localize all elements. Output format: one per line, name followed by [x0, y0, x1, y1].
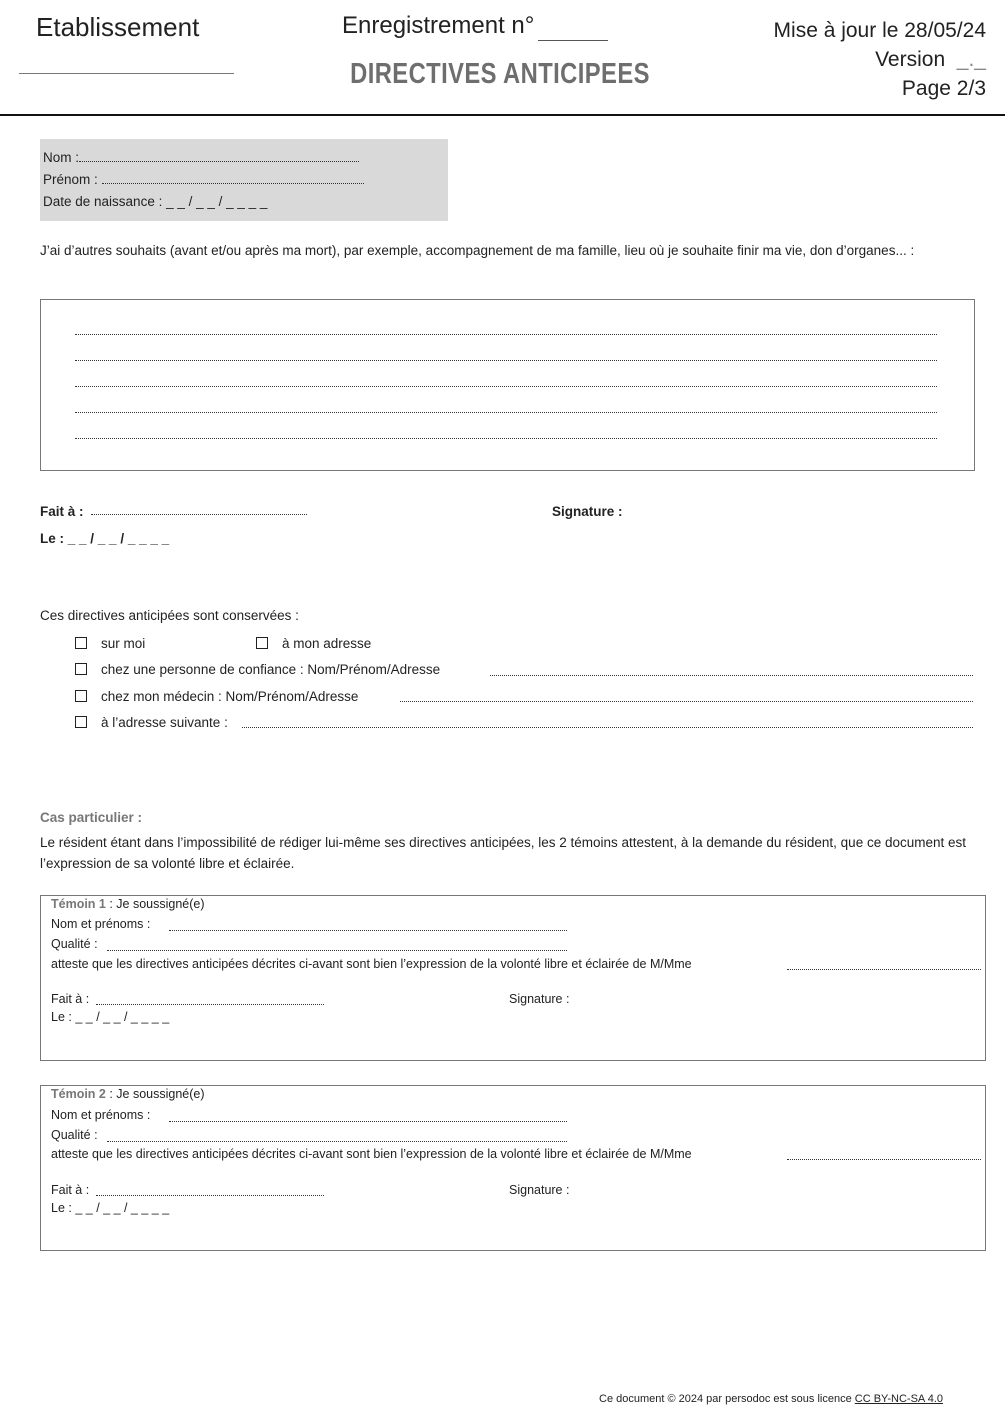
registration-number	[342, 12, 608, 41]
witness-1-date-row	[51, 1010, 169, 1024]
wishes-intro: J’ai d’autres souhaits (avant et/ou après ma mort), par exemple, accompagnement de ma famille, lieu où je souhaite finir ma vie, don d’organes... :	[40, 243, 915, 258]
version-label: Version	[875, 48, 946, 71]
option-label: chez une personne de confiance : Nom/Prénom/Adresse	[101, 662, 441, 677]
witness-1-fait-field[interactable]	[96, 1004, 324, 1005]
nom-label: Nom :	[43, 150, 80, 165]
witness-2-date-row	[51, 1201, 169, 1215]
establishment-label: Etablissement	[36, 12, 200, 42]
wishes-line[interactable]	[75, 438, 937, 439]
witness-2-le-label: Le :	[51, 1201, 72, 1215]
storage-option-adresse-suivante[interactable]	[75, 715, 228, 730]
option-label: sur moi	[101, 636, 146, 651]
special-case-text: Le résident étant dans l’impossibilité de rédiger lui-même ses directives anticipées, les 2 témoins attestent, à la demande du résident, que ce document est l’expression de sa volonté libre et éclairée.	[40, 835, 967, 871]
special-case-title: Cas particulier :	[40, 810, 143, 825]
witness-1-quality-label: Qualité :	[51, 937, 98, 951]
prenom-row	[43, 169, 448, 191]
fait-a-field[interactable]	[91, 514, 307, 515]
checkbox[interactable]	[75, 637, 87, 649]
license-footer	[599, 1393, 943, 1405]
header-meta	[774, 16, 986, 103]
witness-2-quality-label: Qualité :	[51, 1128, 98, 1142]
version	[774, 45, 986, 74]
witness-1-intro: : Je soussigné(e)	[105, 897, 205, 911]
witness-1-signature-label: Signature :	[509, 992, 570, 1006]
witness-2-date-field[interactable]: _ _ / _ _ / _ _ _ _	[75, 1201, 170, 1215]
identity-box	[40, 139, 448, 221]
witness-2-header	[51, 1087, 205, 1101]
checkbox[interactable]	[256, 637, 268, 649]
date-field[interactable]: _ _ / _ _ / _ _ _ _	[67, 531, 170, 546]
witness-1-attest: atteste que les directives anticipées décrites ci-avant sont bien l’expression de la volonté libre et éclairée de M/Mme	[51, 957, 692, 971]
checkbox[interactable]	[75, 663, 87, 675]
witness-2-attest: atteste que les directives anticipées décrites ci-avant sont bien l’expression de la volonté libre et éclairée de M/Mme	[51, 1147, 692, 1161]
establishment-blank-line[interactable]	[19, 73, 234, 74]
witness-2-name-field[interactable]	[169, 1121, 567, 1122]
witness-2-person-field[interactable]	[787, 1159, 981, 1160]
witness-1-date-field[interactable]: _ _ / _ _ / _ _ _ _	[75, 1010, 170, 1024]
witness-1-fait-label: Fait à :	[51, 992, 90, 1006]
license-link[interactable]: CC BY-NC-SA 4.0	[854, 1393, 943, 1405]
medecin-field[interactable]	[400, 701, 973, 702]
wishes-line[interactable]	[75, 334, 937, 335]
option-label: chez mon médecin : Nom/Prénom/Adresse	[101, 689, 359, 704]
witness-1-name-label: Nom et prénoms :	[51, 917, 151, 931]
document-title: DIRECTIVES ANTICIPEES	[350, 58, 650, 90]
storage-option-sur-moi[interactable]	[75, 636, 145, 651]
checkbox[interactable]	[75, 690, 87, 702]
wishes-box	[40, 299, 975, 471]
storage-option-medecin[interactable]	[75, 689, 358, 704]
witness-2-quality-row	[51, 1128, 98, 1142]
witness-1-box	[40, 895, 986, 1061]
storage-intro: Ces directives anticipées sont conservées :	[40, 608, 299, 623]
witness-2-title: Témoin 2	[51, 1087, 106, 1101]
witness-1-title: Témoin 1	[51, 897, 106, 911]
le-label: Le :	[40, 531, 65, 546]
registration-blank[interactable]	[538, 12, 608, 41]
date-row	[40, 531, 169, 546]
birthdate-field[interactable]: _ _ / _ _ / _ _ _ _	[166, 194, 268, 209]
version-value: _._	[956, 48, 986, 71]
witness-2-fait-field[interactable]	[96, 1195, 324, 1196]
witness-2-fait-label: Fait à :	[51, 1183, 90, 1197]
witness-1-quality-field[interactable]	[107, 950, 567, 951]
witness-1-quality-row	[51, 937, 98, 951]
witness-2-signature-label: Signature :	[509, 1183, 570, 1197]
birthdate-row	[43, 191, 448, 213]
witness-1-fait-row	[51, 992, 89, 1006]
birthdate-label: Date de naissance :	[43, 194, 163, 209]
checkbox[interactable]	[75, 716, 87, 728]
witness-2-name-label: Nom et prénoms :	[51, 1108, 151, 1122]
wishes-line[interactable]	[75, 360, 937, 361]
page-number: Page 2/3	[901, 77, 986, 100]
witness-2-fait-row	[51, 1183, 89, 1197]
registration-label: Enregistrement n°	[342, 12, 535, 39]
witness-2-box	[40, 1085, 986, 1251]
adresse-suivante-field[interactable]	[242, 727, 973, 728]
prenom-field[interactable]	[102, 173, 364, 184]
witness-2-quality-field[interactable]	[107, 1141, 567, 1142]
witness-1-person-field[interactable]	[787, 969, 981, 970]
personne-confiance-field[interactable]	[490, 675, 973, 676]
witness-1-le-label: Le :	[51, 1010, 72, 1024]
signature-label: Signature :	[552, 504, 623, 519]
update-date: Mise à jour le 28/05/24	[773, 19, 986, 42]
witness-1-header	[51, 897, 205, 911]
nom-row	[43, 147, 448, 169]
witness-2-intro: : Je soussigné(e)	[105, 1087, 205, 1101]
fait-a-label: Fait à :	[40, 504, 84, 519]
option-label: à l’adresse suivante :	[101, 715, 228, 730]
witness-2-name-row	[51, 1108, 150, 1122]
footer-text: Ce document © 2024 par persodoc est sous licence	[599, 1393, 855, 1405]
witness-1-name-row	[51, 917, 150, 931]
nom-field[interactable]	[79, 151, 359, 162]
storage-option-personne-confiance[interactable]	[75, 662, 440, 677]
wishes-line[interactable]	[75, 412, 937, 413]
storage-option-mon-adresse[interactable]	[256, 636, 371, 651]
wishes-line[interactable]	[75, 386, 937, 387]
option-label: à mon adresse	[282, 636, 372, 651]
header-divider	[0, 114, 1005, 116]
prenom-label: Prénom :	[43, 172, 98, 187]
witness-1-name-field[interactable]	[169, 930, 567, 931]
